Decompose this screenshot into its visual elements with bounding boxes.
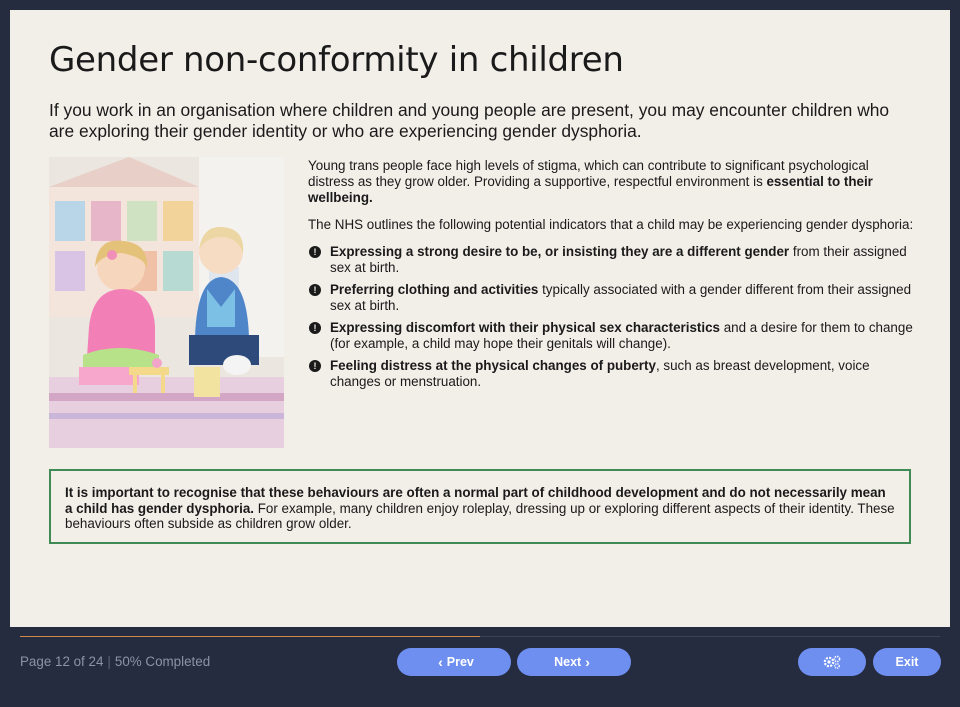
indicator-text: typically associated with a gender different from their assigned sex at birth. [330,282,912,313]
list-item [308,282,918,314]
exclamation-circle-icon: ! [309,284,321,296]
slide-content [10,10,950,627]
indicator-bold: Preferring clothing and activities [330,282,539,297]
progress-bar [20,636,940,637]
paragraph-nhs: The NHS outlines the following potential indicators that a child may be experiencing gender dysphoria: [308,217,914,232]
indicator-text: , such as breast development, voice changes or menstruation. [330,358,870,389]
indicator-bold: Expressing a strong desire to be, or insisting they are a different gender [330,244,790,259]
children-playing-photo [49,157,284,448]
page-indicator: Page 12 of 24 [20,654,104,669]
next-label: Next [554,655,582,669]
exit-button[interactable] [873,648,941,676]
chevron-right-icon: › [585,654,590,670]
photo-illustration [49,157,284,448]
note-bold: It is important to recognise that these behaviours are often a normal part of childhood development and do not necessarily mean a child has gender dysphoria. [65,485,886,516]
exit-label: Exit [895,655,919,669]
exclamation-circle-icon: ! [309,246,321,258]
indicator-list [308,244,918,390]
progress-bar-fill [20,636,480,637]
gears-icon [822,654,842,670]
paragraph-stigma-emphasis: essential to their wellbeing. [308,174,873,205]
important-note-box [49,469,911,544]
paragraph-stigma-text: Young trans people face high levels of stigma, which can contribute to significant psychological distress as they grow older. Providing a supportive, respectful environment is [308,158,869,189]
paragraph-stigma [308,158,918,206]
indicator-text: from their assigned sex at birth. [330,244,907,275]
next-button[interactable] [517,648,631,676]
list-item [308,244,918,276]
note-text: For example, many children enjoy roleplay, dressing up or exploring different aspects of their identity. These behaviours often subside as children grow older. [65,500,895,531]
indicator-bold: Feeling distress at the physical changes of puberty [330,358,656,373]
indicator-text: and a desire for them to change (for example, a child may hope their genitals will change). [330,320,913,351]
main-text [308,158,918,396]
indicator-bold: Expressing discomfort with their physical sex characteristics [330,320,720,335]
exclamation-circle-icon: ! [309,322,321,334]
chevron-left-icon: ‹ [438,654,443,670]
exclamation-circle-icon: ! [309,360,321,372]
intro-text: If you work in an organisation where children and young people are present, you may encounter children who are exploring their gender identity or who are experiencing gender dysphoria. [49,100,890,141]
prev-label: Prev [446,655,474,669]
status-separator: | [107,654,111,669]
prev-button[interactable] [397,648,511,676]
completion-status: 50% Completed [114,654,211,669]
list-item [308,358,918,390]
page-title: Gender non-conformity in children [49,40,624,80]
page-status [20,654,210,669]
settings-button[interactable] [798,648,866,676]
list-item [308,320,918,352]
